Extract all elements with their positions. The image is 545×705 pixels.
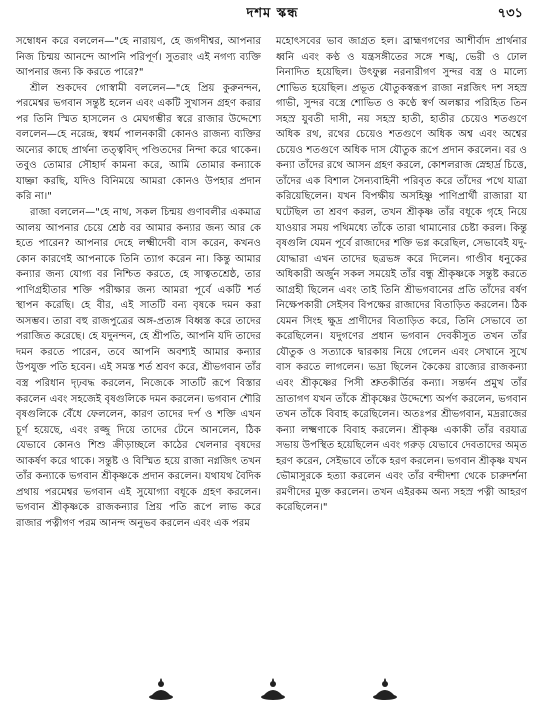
paragraph: সম্বোধন করে বললেন—"হে নারায়ণ, হে জগদীশ্বর, আপনার নিজ চিন্ময় আনন্দে আপনি পরিপূর্ণ। সুতরাং এই নগণ্য ব্যক্তি আপনার জন্য কি করতে পারে?" [16, 36, 261, 79]
paragraph: শ্রীল শুকদেব গোস্বামী বললেন—"হে প্রিয় কুরুনন্দন, পরমেশ্বর ভগবান সন্তুষ্ট হলেন এবং একটি সুখাসন গ্রহণ করার পর তিনি স্মিত হাসলেন ও মেঘগম্ভীর স্বরে রাজার উদ্দেশ্যে বললেন—হে নরেন্দ্র, স্বধর্ম পালনকারী কোনও রাজন্য ব্যক্তির অন্যের কাছে প্রার্থনা তত্ত্ববিদ্ পণ্ডিতদের নিন্দা করে থাকেন। তবুও তোমার সৌহার্দ কামনা করে, আমি তোমার কন্যাকে যাচ্ঞা করছি, যদিও বিনিময়ে আমরা কোনও উপহার প্রদান করি না।" [16, 82, 261, 203]
lamp-ornament-icon [370, 677, 400, 701]
page-header [0, 4, 545, 26]
right-column [276, 34, 527, 516]
paragraph: মহোৎসবের ভাব জাগ্রত হল। ব্রাহ্মণগণের আশীর্বাদ প্রার্থনার ধ্বনি এবং কণ্ঠ ও যন্ত্রসঙ্গীতের সঙ্গে শঙ্খ, ভেরী ও ঢোল নিনাদিত হয়েছিল। উৎফুল্ল নরনারীগণ সুন্দর বস্ত্র ও মাল্যে শোভিত হয়েছিল। প্রভূত যৌতুকস্বরূপ রাজা নগ্নজিৎ দশ সহস্র গাভী, সুন্দর বস্ত্রে শোভিত ও কণ্ঠে স্বর্ণ অলঙ্কার পরিহিত তিন সহস্র যুবতী দাসী, নয় সহস্র হাতী, হাতীর চেয়েও শতগুণে অধিক রথ, রথের চেয়েও শতগুণে অধিক অশ্ব এবং অশ্বের চেয়েও শতগুণে অধিক দাস যৌতুক রূপে প্রদান করলেন। বর ও কন্যা তাঁদের রথে আসন গ্রহণ করলে, কোশলরাজ স্নেহার্দ্র চিত্তে, তাঁদের এক বিশাল সৈন্যবাহিনী পরিবৃত করে তাঁদের পথে যাত্রা করিয়েছিলেন। যখন বিপক্ষীয় অসহিষ্ণু পাণিপ্রার্থী রাজারা যা ঘটেছিল তা শ্রবণ করল, তখন শ্রীকৃষ্ণ তাঁর বধূকে গৃহে নিয়ে যাওয়ার সময় পথিমধ্যে তাঁকে তারা থামানোর চেষ্টা করল। কিন্তু বৃষগুলি যেমন পূর্বে রাজাদের শক্তি ভগ্ন করেছিল, সেভাবেই যদু-যোদ্ধারা এখন তাদের ছত্রভঙ্গ করে দিলেন। গাণ্ডীব ধনুকের অধিকারী অর্জুন সকল সময়েই তাঁর বন্ধু শ্রীকৃষ্ণকে সন্তুষ্ট করতে আগ্রহী ছিলেন এবং তাই তিনি শ্রীভগবানের প্রতি তাঁদের বর্ষণ নিক্ষেপকারী সেইসব বিপক্ষের রাজাদের বিতাড়িত করলেন। ঠিক যেমন সিংহ ক্ষুদ্র প্রাণীদের বিতাড়িত করে, তিনি সেভাবে তা করেছিলেন। যদুগণের প্রধান ভগবান দেবকীসুত তখন তাঁর যৌতুক ও সত্যাকে দ্বারকায় নিয়ে গেলেন এবং সেখানে সুখে বাস করতে লাগলেন। ভদ্রা ছিলেন কৈকেয় রাজ্যের রাজকন্যা এবং শ্রীকৃষ্ণের পিসী শ্রুতকীর্তির কন্যা। সন্তর্দন প্রমুখ তাঁর ভ্রাতাগণ যখন তাঁকে শ্রীকৃষ্ণের উদ্দেশ্যে অর্পণ করলেন, ভগবান তখন তাঁকে বিবাহ করেছিলেন। অতঃপর শ্রীভগবান, মদ্ররাজের কন্যা লক্ষ্মণাকে বিবাহ করলেন। শ্রীকৃষ্ণ একাকী তাঁর বরযাত্র সভায় উপস্থিত হয়েছিলেন এবং গরুড় যেভাবে দেবতাদের অমৃত হরণ করেন, সেইভাবে তাঁকে হরণ করলেন। ভগবান শ্রীকৃষ্ণ যখন ভৌমাসুরকে হত্যা করলেন এবং তাঁর বন্দীদশা থেকে চারুদর্শনা রমণীদের মুক্ত করলেন। তখন এইরকম অন্য সহস্র পত্নী আহরণ করেছিলেন।" [276, 36, 527, 514]
page-number: ৭৩১ [497, 6, 523, 21]
footer-ornaments [0, 675, 545, 701]
lamp-ornament-icon [146, 677, 176, 701]
left-column [16, 34, 261, 532]
paragraph: রাজা বললেন—"হে নাথ, সকল চিন্ময় গুণাবলীর একমাত্র আলয় আপনার চেয়ে শ্রেষ্ঠ বর আমার কন্যার জন্য আর কে হতে পারেন? আপনার দেহে লক্ষ্মীদেবী বাস করেন, কখনও কোন কারণেই আপনাকে তিনি ত্যাগ করেন না। কিন্তু আমার কন্যার জন্য যোগ্য বর নিশ্চিত করতে, হে সাত্বতশ্রেষ্ঠ, তার পাণিগ্রহীতার শক্তি পরীক্ষার জন্য আমরা পূর্বে একটি শর্ত স্থাপন করেছি। হে বীর, এই সাতটি বন্য বৃষকে দমন করা অসম্ভব। তারা বহু রাজপুত্রের অঙ্গ-প্রত্যঙ্গ বিধ্বস্ত করে তাদের পরাজিত করেছে। হে যদুনন্দন, হে শ্রীপতি, আপনি যদি তাদের দমন করতে পারেন, তবে আপনি অবশ্যই আমার কন্যার উপযুক্ত পতি হবেন। এই সমস্ত শর্ত শ্রবণ করে, শ্রীভগবান তাঁর বস্ত্র পরিধান দৃঢ়বদ্ধ করলেন, নিজেকে সাতটি রূপে বিস্তার করলেন এবং সহজেই বৃষগুলিকে দমন করলেন। ভগবান শৌরি বৃষগুলিকে বেঁধে ফেললেন, কারণ তাদের দর্প ও শক্তি এখন চূর্ণ হয়েছে, এবং রজ্জু দিয়ে তাদের টেনে আনলেন, ঠিক যেভাবে কোনও শিশু ক্রীড়াচ্ছলে কাঠের খেলনার বৃষদের আকর্ষণ করে থাকে। সন্তুষ্ট ও বিস্মিত হয়ে রাজা নগ্নজিৎ তখন তাঁর কন্যাকে ভগবান শ্রীকৃষ্ণকে প্রদান করলেন। যথাযথ বৈদিক প্রথায় পরমেশ্বর ভগবান এই সুযোগ্যা বধূকে গ্রহণ করলেন। ভগবান শ্রীকৃষ্ণকে রাজকন্যার প্রিয় পতি রূপে লাভ করে রাজার পত্নীগণ পরম আনন্দ অনুভব করলেন এবং এক পরম [16, 207, 261, 529]
lamp-ornament-icon [258, 677, 288, 701]
running-title: দশম স্কন্ধ [246, 6, 299, 21]
